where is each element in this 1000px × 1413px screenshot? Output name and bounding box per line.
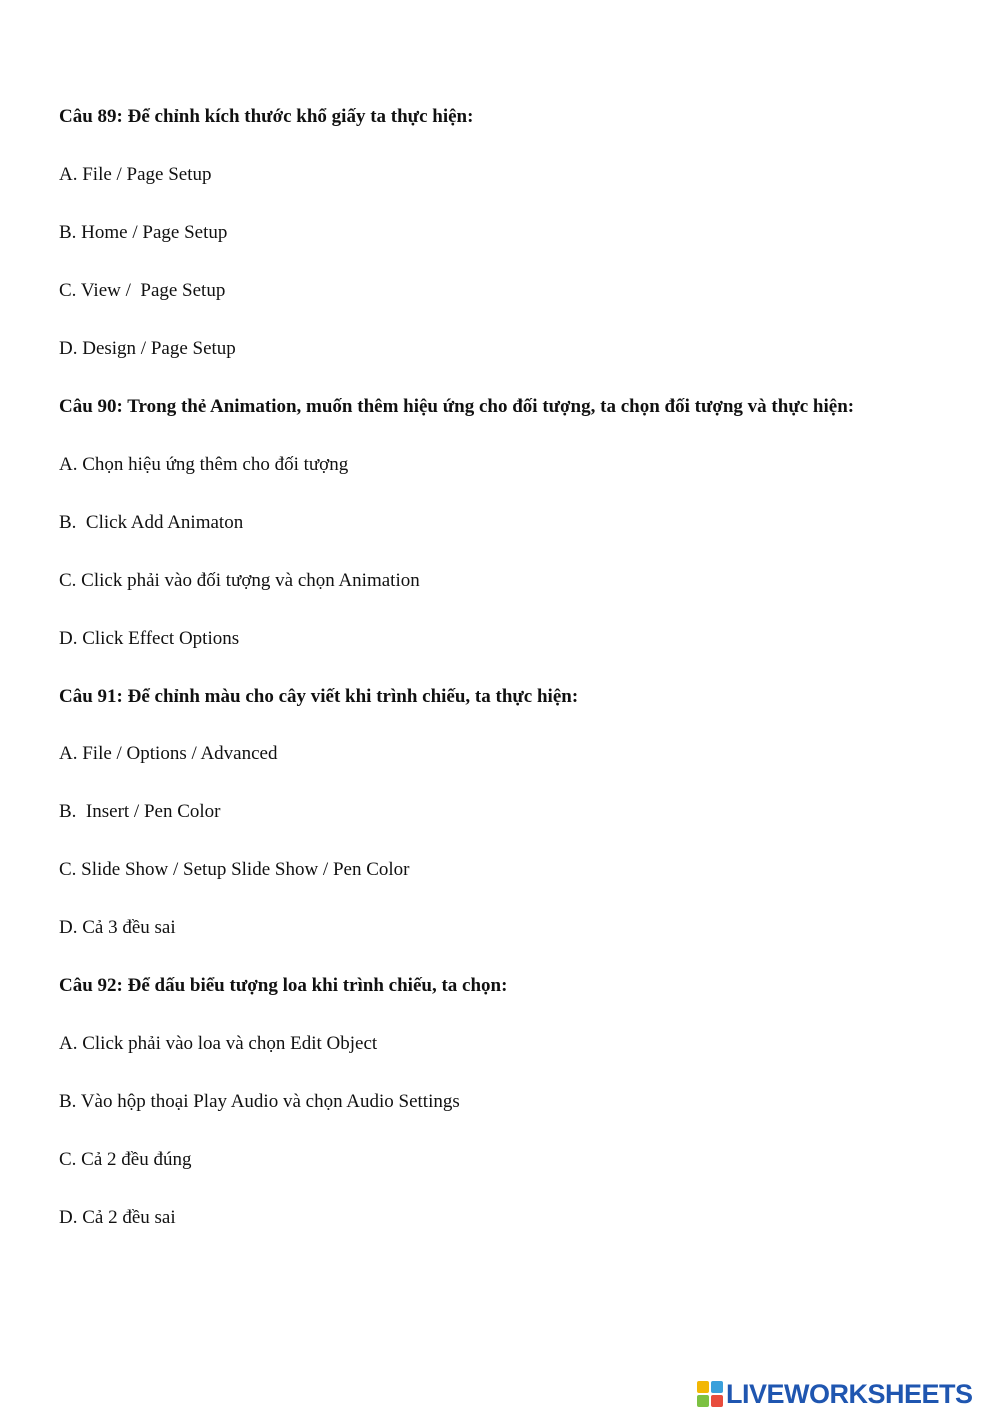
question-91-option-c[interactable]: C. Slide Show / Setup Slide Show / Pen Color xyxy=(59,859,410,880)
question-91-prompt: Câu 91: Để chỉnh màu cho cây viết khi trình chiếu, ta thực hiện: xyxy=(59,686,579,707)
liveworksheets-wordmark: LIVEWORKSHEETS xyxy=(726,1379,973,1409)
question-90-option-a[interactable]: A. Chọn hiệu ứng thêm cho đối tượng xyxy=(59,454,349,475)
question-92-option-c[interactable]: C. Cả 2 đều đúng xyxy=(59,1149,192,1170)
question-89-prompt: Câu 89: Để chỉnh kích thước khổ giấy ta thực hiện: xyxy=(59,106,474,127)
question-89-option-d[interactable]: D. Design / Page Setup xyxy=(59,338,236,359)
logo-square-e xyxy=(711,1395,723,1407)
question-89-option-a[interactable]: A. File / Page Setup xyxy=(59,164,212,185)
question-92-option-b[interactable]: B. Vào hộp thoại Play Audio và chọn Audio Settings xyxy=(59,1091,460,1112)
question-89-option-b[interactable]: B. Home / Page Setup xyxy=(59,222,228,243)
question-91-option-b[interactable]: B. Insert / Pen Color xyxy=(59,801,221,822)
question-91-option-d[interactable]: D. Cả 3 đều sai xyxy=(59,917,176,938)
question-92-option-a[interactable]: A. Click phải vào loa và chọn Edit Object xyxy=(59,1033,378,1054)
question-90-option-c[interactable]: C. Click phải vào đối tượng và chọn Animation xyxy=(59,570,420,591)
question-92-prompt: Câu 92: Để dấu biểu tượng loa khi trình chiếu, ta chọn: xyxy=(59,975,508,996)
question-90-option-b[interactable]: B. Click Add Animaton xyxy=(59,512,244,533)
logo-square-i xyxy=(711,1381,723,1393)
question-89-option-c[interactable]: C. View / Page Setup xyxy=(59,280,226,301)
liveworksheets-logo-icon xyxy=(697,1381,723,1407)
logo-square-v xyxy=(697,1395,709,1407)
question-92-option-d[interactable]: D. Cả 2 đều sai xyxy=(59,1207,176,1228)
question-90-option-d[interactable]: D. Click Effect Options xyxy=(59,628,240,649)
question-91-option-a[interactable]: A. File / Options / Advanced xyxy=(59,743,278,764)
liveworksheets-watermark xyxy=(697,1378,973,1410)
logo-square-l xyxy=(697,1381,709,1393)
question-90-prompt: Câu 90: Trong thẻ Animation, muốn thêm hiệu ứng cho đối tượng, ta chọn đối tượng và thực hiện: xyxy=(59,396,855,417)
